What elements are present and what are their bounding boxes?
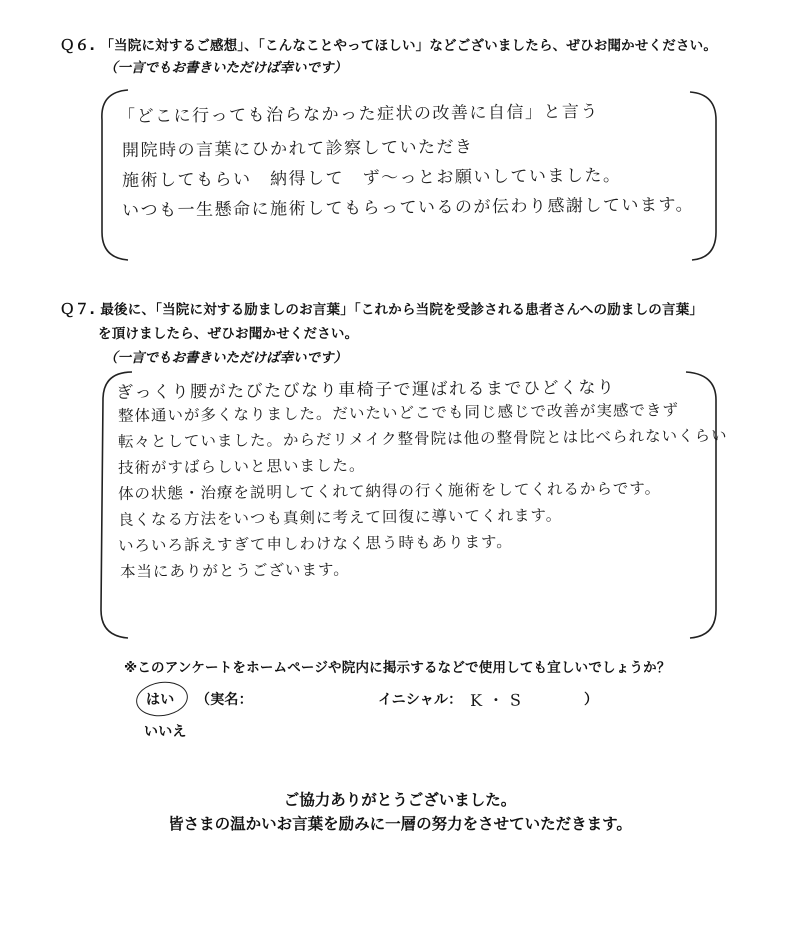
q7-question-line-2: を頂けましたら、ぜひお聞かせください。	[98, 326, 359, 342]
real-name-label: （実名：	[196, 692, 253, 708]
q6-answer-line-3: 施術してもらい 納得して ず〜っとお願いしていました。	[121, 165, 622, 191]
q6-question	[60, 34, 717, 55]
initial-label: イニシャル：	[378, 692, 463, 708]
q7-answer-line-2: 整体通いが多くなりました。だいたいどこでも同じ感じで改善が実感できず	[117, 401, 680, 425]
q7-question-text-1: 最後に、「当院に対する励ましのお言葉」「これから当院を受診される患者さんへの励ましの言葉」	[100, 302, 704, 318]
q7-answer-line-7: いろいろ訴えすぎて申しわけなく思う時もあります。	[117, 532, 513, 555]
q7-box-right-bracket	[686, 372, 716, 638]
consent-question: ※このアンケートをホームページや院内に掲示するなどで使用しても宜しいでしょうか？	[124, 660, 671, 676]
q7-question-line-1	[60, 298, 703, 319]
footer-message: 皆さまの温かいお言葉を励みに一層の努力をさせていただきます。	[168, 815, 632, 833]
q7-answer-line-8: 本当にありがとうございます。	[119, 560, 350, 581]
q7-answer-line-5: 体の状態・治療を説明してくれて納得の行く施術をしてくれるからです。	[117, 479, 662, 503]
q6-answer-line-4: いつも一生懸命に施術してもらっているのが伝わり感謝しています。	[121, 195, 695, 221]
q6-answer-line-1: 「どこに行っても治らなかった症状の改善に自信」と言う	[117, 101, 600, 127]
q7-answer-line-1: ぎっくり腰がたびたびなり車椅子で運ばれるまでひどくなり	[115, 377, 616, 403]
consent-no-option[interactable]: いいえ	[144, 724, 187, 740]
q7-answer-line-6: 良くなる方法をいつも真剣に考えて回復に導いてくれます。	[117, 506, 563, 529]
initial-close-paren: ）	[584, 692, 599, 708]
footer-thanks: ご協力ありがとうございました。	[283, 791, 517, 809]
q6-question-text: 「当院に対するご感想」、「こんなことやってほしい」などございましたら、ぜひお聞かせください。	[100, 38, 718, 54]
q6-note: （一言でもお書きいただけば幸いです）	[104, 60, 347, 76]
initial-value: K・S	[469, 690, 528, 710]
q6-box-right-bracket	[690, 92, 716, 260]
consent-yes-option[interactable]: はい	[146, 692, 175, 708]
q6-number: Ｑ６.	[60, 38, 96, 54]
q6-answer-line-2: 開院時の言葉にひかれて診察していただき	[121, 137, 474, 161]
q7-answer-line-3: 転々としていました。からだリメイク整骨院は他の整骨院とは比べられないくらい	[117, 426, 728, 451]
q7-answer-line-4: 技術がすばらしいと思いました。	[117, 456, 366, 477]
q7-number: Ｑ７.	[60, 302, 96, 318]
q7-note: （一言でもお書きいただけば幸いです）	[104, 350, 347, 366]
